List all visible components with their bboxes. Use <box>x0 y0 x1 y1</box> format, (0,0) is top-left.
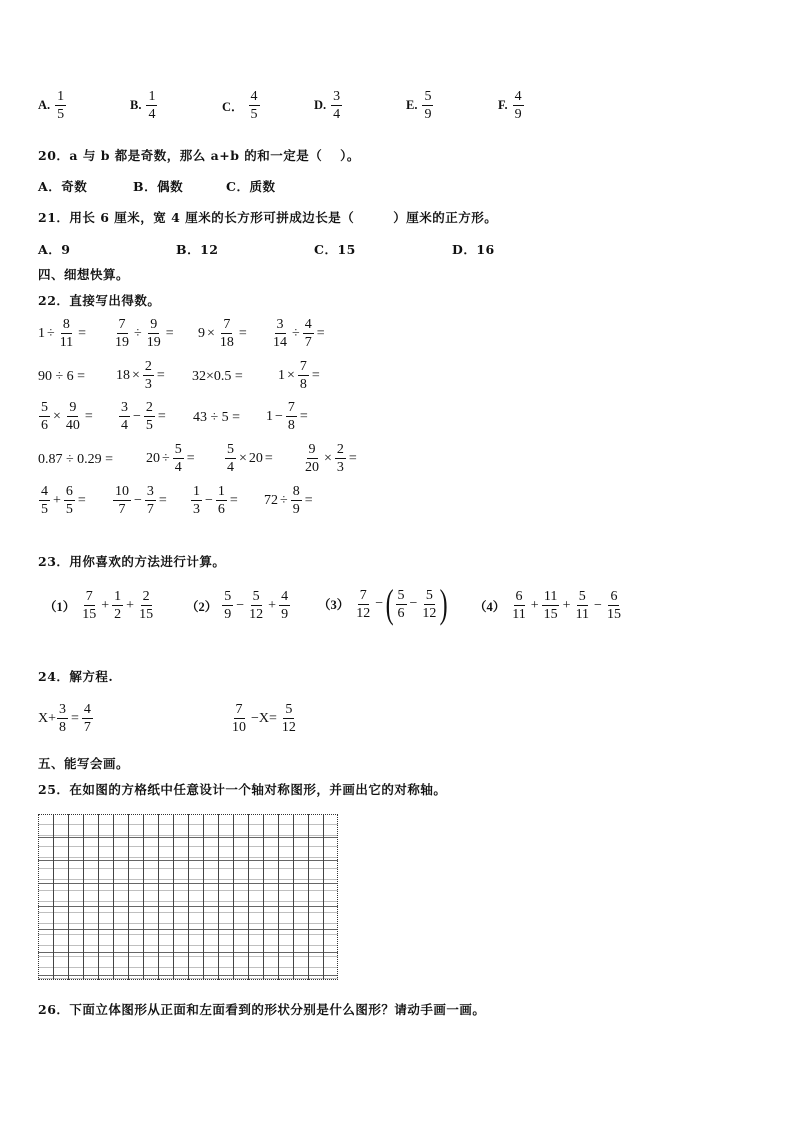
numerator: 6 <box>515 589 523 604</box>
q22-item: 90 ÷ 6 = <box>38 369 86 384</box>
equals: = <box>186 450 195 466</box>
numerator: 7 <box>223 317 231 332</box>
fraction <box>420 587 438 622</box>
numerator: 5 <box>578 589 586 604</box>
fraction <box>298 358 309 393</box>
q20-option-b: B．偶数 <box>133 179 184 194</box>
numerator: 4 <box>83 702 91 717</box>
operator: ÷ <box>292 325 300 341</box>
equals: = <box>157 408 166 424</box>
denominator: 12 <box>281 720 296 735</box>
fraction <box>113 483 131 518</box>
operator: − <box>133 408 141 424</box>
denominator: 20 <box>305 460 319 475</box>
operator: − <box>236 597 245 613</box>
q21-option-d: D．16 <box>452 242 495 257</box>
fraction <box>396 587 407 622</box>
q20-option-a: A．奇数 <box>38 179 88 194</box>
denominator: 5 <box>57 107 65 122</box>
fraction <box>119 399 130 434</box>
fraction <box>55 88 66 123</box>
q20-option-c: C．质数 <box>226 179 276 194</box>
numerator: 5 <box>397 587 405 603</box>
number: 1 <box>266 408 273 424</box>
q21-option-b: B．12 <box>176 242 219 257</box>
equation-variable: −X= <box>251 710 277 726</box>
fraction <box>354 587 372 622</box>
fraction <box>145 483 156 518</box>
numerator: 9 <box>308 442 316 457</box>
numerator: 7 <box>299 359 307 374</box>
denominator: 9 <box>224 607 232 622</box>
q23-problem-4 <box>474 588 624 623</box>
denominator: 5 <box>41 502 48 517</box>
equals: = <box>311 367 320 383</box>
q22-item <box>190 483 240 518</box>
operator: + <box>126 597 135 613</box>
denominator: 5 <box>65 502 73 517</box>
q22-item <box>38 399 95 434</box>
right-parenthesis: ) <box>440 581 449 626</box>
q23-problem-1 <box>44 588 156 623</box>
operator: − <box>205 492 213 508</box>
fraction <box>145 316 163 351</box>
equals: = <box>165 325 174 341</box>
q20-text: 20．a 与 b 都是奇数，那么 a+b 的和一定是（ ）。 <box>38 148 360 163</box>
numerator: 2 <box>144 359 152 374</box>
q22-item <box>302 441 359 476</box>
q22-item <box>278 358 322 393</box>
option-label: D. <box>314 98 327 112</box>
q21-option-c: C．15 <box>314 242 356 257</box>
fraction <box>64 399 82 434</box>
number: 9 <box>198 325 205 341</box>
q23-problem-2 <box>186 588 291 623</box>
numerator: 5 <box>285 702 293 717</box>
operator: − <box>409 596 418 611</box>
denominator: 8 <box>59 720 67 735</box>
operator: − <box>594 597 602 613</box>
fraction <box>286 399 297 434</box>
numerator: 1 <box>217 484 225 499</box>
equals: = <box>299 408 308 424</box>
denominator: 9 <box>281 607 289 622</box>
numerator: 1 <box>57 89 65 104</box>
equals: = <box>71 710 79 726</box>
numerator: 3 <box>121 400 128 415</box>
denominator: 6 <box>217 502 225 517</box>
q22-item <box>146 441 197 476</box>
denominator: 5 <box>250 107 258 122</box>
numerator: 2 <box>336 442 344 457</box>
q22-item: 0.87 ÷ 0.29 = <box>38 452 114 467</box>
fraction <box>112 588 123 623</box>
numerator: 11 <box>543 589 558 604</box>
equals: = <box>316 325 325 341</box>
equals: = <box>238 325 247 341</box>
numerator: 5 <box>174 442 182 457</box>
q21-option-a: A．9 <box>38 242 71 257</box>
equals: = <box>84 408 93 424</box>
numerator: 9 <box>69 400 77 415</box>
denominator: 3 <box>336 460 344 475</box>
numerator: 4 <box>514 89 522 104</box>
denominator: 19 <box>115 335 129 350</box>
q22-item <box>38 316 88 351</box>
denominator: 7 <box>83 720 91 735</box>
fraction <box>605 588 623 623</box>
denominator: 7 <box>118 502 126 517</box>
equals: = <box>78 325 87 341</box>
section-four-heading: 四、细想快算。 <box>38 267 130 282</box>
operator: + <box>268 597 277 613</box>
equals: = <box>77 492 86 508</box>
fraction <box>249 88 260 123</box>
q22-item <box>112 483 169 518</box>
operator: ÷ <box>280 492 288 508</box>
equals: = <box>304 492 313 508</box>
denominator: 15 <box>82 607 97 622</box>
fraction <box>143 358 154 393</box>
fraction <box>291 483 302 518</box>
number: 20 <box>146 450 160 466</box>
denominator: 7 <box>146 502 154 517</box>
problem-label: （1） <box>44 599 76 614</box>
denominator: 4 <box>333 107 341 122</box>
numerator: 4 <box>304 317 312 332</box>
fraction <box>279 588 290 623</box>
numerator: 2 <box>142 589 150 604</box>
operator: × <box>207 325 215 341</box>
numerator: 5 <box>424 89 432 104</box>
q19-option-b <box>130 88 158 123</box>
q25-text: 25．在如图的方格纸中任意设计一个轴对称图形，并画出它的对称轴。 <box>38 782 447 797</box>
denominator: 6 <box>41 418 48 433</box>
fraction <box>247 588 265 623</box>
equals: = <box>158 492 167 508</box>
fraction <box>113 316 131 351</box>
numerator: 5 <box>252 589 260 604</box>
section-five-heading: 五、能写会画。 <box>38 756 130 771</box>
fraction <box>230 701 248 736</box>
fraction <box>82 701 93 736</box>
numerator: 3 <box>276 317 284 332</box>
q26-text: 26．下面立体图形从正面和左面看到的形状分别是什么图形？请动手画一画。 <box>38 1002 486 1017</box>
numerator: 5 <box>227 442 234 457</box>
denominator: 18 <box>219 335 234 350</box>
operator: × <box>239 450 247 466</box>
fraction <box>137 588 155 623</box>
q19-option-a <box>38 88 67 123</box>
q19-option-e <box>406 88 434 123</box>
denominator: 10 <box>232 720 246 735</box>
q22-item <box>270 316 327 351</box>
numerator: 5 <box>425 587 433 603</box>
numerator: 7 <box>118 317 126 332</box>
operator: ÷ <box>134 325 142 341</box>
numerator: 7 <box>85 589 93 604</box>
q22-item: 43 ÷ 5 = <box>193 410 241 425</box>
fraction <box>144 399 155 434</box>
numerator: 1 <box>148 89 156 104</box>
numerator: 7 <box>359 587 367 603</box>
problem-label: （3） <box>318 598 350 612</box>
q22-item <box>112 316 176 351</box>
denominator: 15 <box>543 607 558 622</box>
denominator: 15 <box>139 607 154 622</box>
numerator: 10 <box>115 484 129 499</box>
operator: + <box>101 597 110 613</box>
denominator: 19 <box>146 335 161 350</box>
q22-item <box>116 358 167 393</box>
fraction <box>335 441 346 476</box>
denominator: 2 <box>114 607 122 622</box>
denominator: 3 <box>193 502 200 517</box>
operator: + <box>562 597 571 613</box>
operator: × <box>132 367 140 383</box>
denominator: 7 <box>304 335 312 350</box>
problem-label: （2） <box>186 599 218 614</box>
denominator: 4 <box>174 460 182 475</box>
fraction <box>218 316 236 351</box>
denominator: 9 <box>514 107 522 122</box>
q23-title: 23．用你喜欢的方法进行计算。 <box>38 554 226 569</box>
fraction <box>331 88 342 123</box>
equation-variable: X+ <box>38 710 57 726</box>
fraction <box>542 588 560 623</box>
fraction <box>173 441 184 476</box>
numerator: 1 <box>114 589 122 604</box>
q23-problem-3 <box>318 581 449 626</box>
option-label: A. <box>38 98 51 112</box>
fraction <box>64 483 75 518</box>
operator: + <box>530 597 539 613</box>
denominator: 12 <box>422 605 437 621</box>
numerator: 4 <box>250 89 258 104</box>
fraction <box>574 588 591 623</box>
operator: ÷ <box>47 325 55 341</box>
q22-item <box>264 483 315 518</box>
grid-paper[interactable] <box>38 814 338 980</box>
number: 72 <box>264 492 278 508</box>
fraction <box>39 399 50 434</box>
operator: − <box>134 492 142 508</box>
fraction <box>222 588 233 623</box>
numerator: 2 <box>145 400 153 415</box>
q19-option-c <box>222 88 261 123</box>
fraction <box>216 483 227 518</box>
numerator: 4 <box>41 484 48 499</box>
fraction <box>510 588 527 623</box>
equals: = <box>156 367 165 383</box>
fraction <box>225 441 236 476</box>
denominator: 9 <box>424 107 432 122</box>
denominator: 6 <box>397 605 405 621</box>
denominator: 8 <box>287 418 295 433</box>
q19-option-f <box>498 88 525 123</box>
denominator: 3 <box>144 377 152 392</box>
operator: − <box>375 596 384 611</box>
operator: + <box>53 492 61 508</box>
denominator: 14 <box>273 335 287 350</box>
operator: × <box>287 367 295 383</box>
q22-item <box>224 441 275 476</box>
equals: = <box>348 450 357 466</box>
denominator: 5 <box>145 418 153 433</box>
numerator: 8 <box>62 317 70 332</box>
number: 1 <box>278 367 285 383</box>
numerator: 3 <box>146 484 154 499</box>
q22-title: 22．直接写出得数。 <box>38 293 161 308</box>
number: 18 <box>116 367 130 383</box>
fraction <box>80 588 98 623</box>
fraction <box>191 483 202 518</box>
denominator: 11 <box>59 335 74 350</box>
q24-title: 24．解方程. <box>38 669 114 684</box>
option-label: B. <box>130 98 142 112</box>
numerator: 5 <box>224 589 232 604</box>
fraction <box>57 701 68 736</box>
denominator: 4 <box>227 460 234 475</box>
numerator: 4 <box>281 589 289 604</box>
problem-label: （4） <box>474 599 506 614</box>
left-parenthesis: ( <box>385 581 394 626</box>
equals: = <box>229 492 238 508</box>
q22-item <box>118 399 168 434</box>
numerator: 6 <box>610 589 618 604</box>
option-label: F. <box>498 98 508 112</box>
q21-text: 21．用长 6 厘米，宽 4 厘米的长方形可拼成边长是（ ）厘米的正方形。 <box>38 210 498 225</box>
q22-item: 32×0.5 = <box>192 369 243 384</box>
q24-equation-2 <box>229 701 299 736</box>
fraction <box>303 316 314 351</box>
denominator: 11 <box>575 607 590 622</box>
denominator: 4 <box>121 418 128 433</box>
fraction <box>39 483 50 518</box>
number: 20 <box>248 450 263 466</box>
equals: = <box>264 450 273 466</box>
q22-item <box>38 483 88 518</box>
denominator: 40 <box>65 418 80 433</box>
q19-option-d <box>314 88 343 123</box>
operator: × <box>53 408 61 424</box>
numerator: 3 <box>59 702 67 717</box>
numerator: 7 <box>235 702 243 717</box>
numerator: 1 <box>193 484 200 499</box>
fraction <box>146 88 157 123</box>
denominator: 12 <box>249 607 264 622</box>
q24-equation-1 <box>38 701 94 736</box>
denominator: 11 <box>512 607 526 622</box>
q22-item <box>198 316 249 351</box>
q22-item <box>266 399 310 434</box>
numerator: 7 <box>287 400 295 415</box>
numerator: 9 <box>150 317 158 332</box>
number: 1 <box>38 325 45 341</box>
fraction <box>303 441 321 476</box>
fraction <box>280 701 298 736</box>
operator: ÷ <box>162 450 170 466</box>
numerator: 3 <box>333 89 341 104</box>
fraction <box>58 316 75 351</box>
denominator: 12 <box>356 605 371 621</box>
denominator: 8 <box>299 377 307 392</box>
operator: × <box>324 450 332 466</box>
denominator: 9 <box>292 502 300 517</box>
denominator: 15 <box>606 607 621 622</box>
numerator: 5 <box>41 400 48 415</box>
denominator: 4 <box>148 107 156 122</box>
numerator: 6 <box>65 484 73 499</box>
operator: − <box>275 408 283 424</box>
option-label: C． <box>222 99 244 114</box>
fraction <box>271 316 289 351</box>
option-label: E. <box>406 98 418 112</box>
fraction <box>513 88 524 123</box>
fraction <box>422 88 433 123</box>
numerator: 8 <box>292 484 300 499</box>
